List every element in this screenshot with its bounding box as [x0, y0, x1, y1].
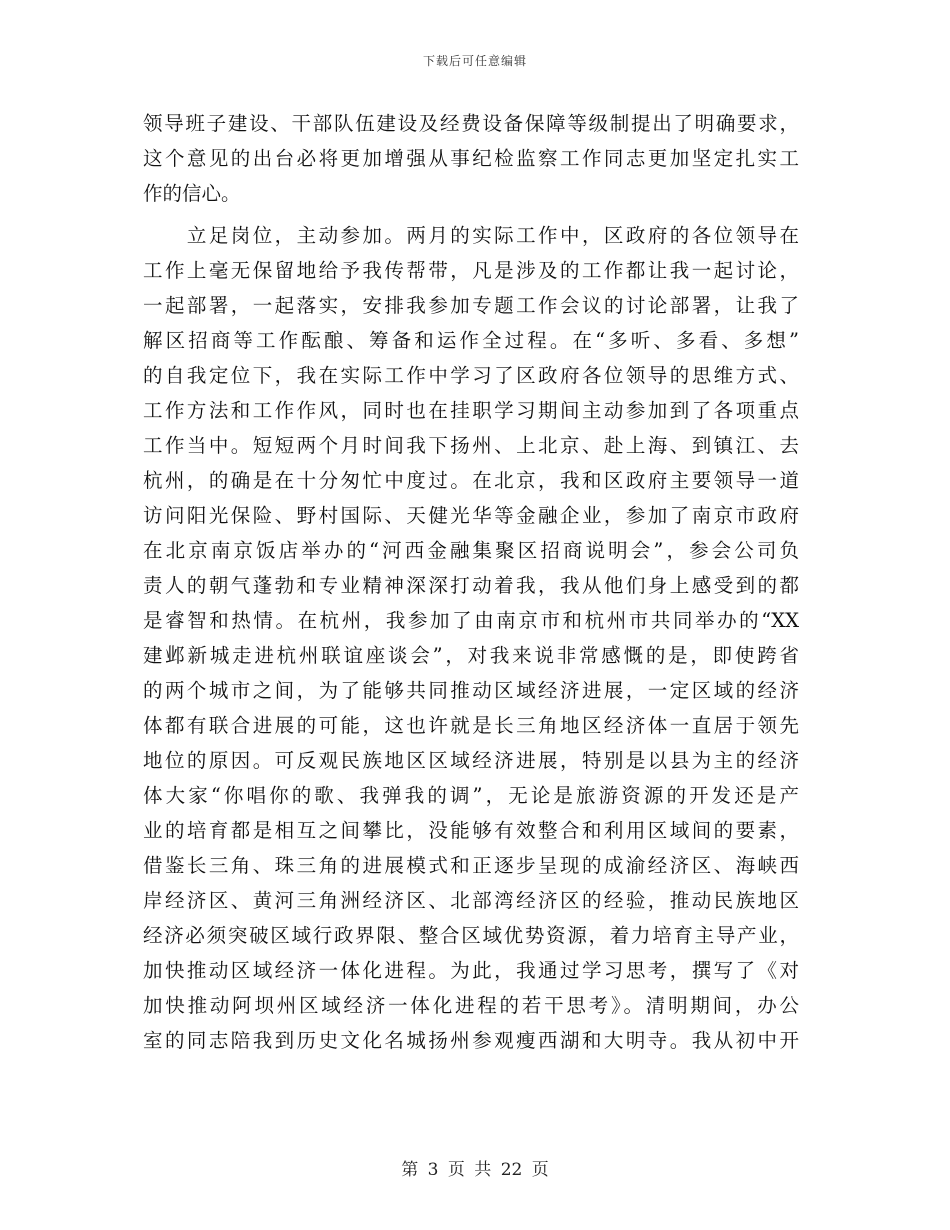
text-line: 责人的朝气蓬勃和专业精神深深打动着我，我从他们身上感受到的都: [143, 574, 799, 597]
text-line: 加快推动区域经济一体化进程。为此，我通过学习思考，撰写了《对: [143, 959, 799, 982]
text-line: 业的培育都是相互之间攀比，没能够有效整合和利用区域间的要素，: [143, 819, 799, 842]
text-line: 经济必须突破区域行政界限、整合区域优势资源，着力培育主导产业，: [143, 924, 799, 947]
text-line: 解区招商等工作酝酿、筹备和运作全过程。在“多听、多看、多想”: [143, 329, 799, 352]
text-line: 作的信心。: [143, 182, 241, 205]
text-line: 访问阳光保险、野村国际、天健光华等金融企业，参加了南京市政府: [143, 504, 799, 527]
text-line: 在北京南京饭店举办的“河西金融集聚区招商说明会”，参会公司负: [143, 539, 799, 562]
text-line: 工作当中。短短两个月时间我下扬州、上北京、赴上海、到镇江、去: [143, 434, 799, 457]
paragraph-2: [143, 218, 799, 1058]
document-body: [143, 106, 799, 1058]
text-line: 体大家“你唱你的歌、我弹我的调”，无论是旅游资源的开发还是产: [143, 784, 799, 807]
text-line: 体都有联合进展的可能，这也许就是长三角地区经济体一直居于领先: [143, 714, 799, 737]
text-line: 杭州，的确是在十分匆忙中度过。在北京，我和区政府主要领导一道: [143, 469, 799, 492]
text-line: 的两个城市之间，为了能够共同推动区域经济进展，一定区域的经济: [143, 679, 799, 702]
text-line: 工作上毫无保留地给予我传帮带，凡是涉及的工作都让我一起讨论，: [143, 259, 799, 282]
text-line: 建邺新城走进杭州联谊座谈会”，对我来说非常感慨的是，即使跨省: [143, 644, 799, 667]
text-line: 立足岗位，主动参加。两月的实际工作中，区政府的各位领导在: [143, 224, 799, 247]
page-number: 第 3 页 共 22 页: [401, 1160, 549, 1180]
text-line: 的自我定位下，我在实际工作中学习了区政府各位领导的思维方式、: [143, 364, 799, 387]
text-line: 工作方法和工作作风，同时也在挂职学习期间主动参加到了各项重点: [143, 399, 799, 422]
paragraph-1: [143, 106, 799, 211]
page-header-note: 下载后可任意编辑: [422, 54, 527, 68]
text-line: 领导班子建设、干部队伍建设及经费设备保障等级制提出了明确要求，: [143, 112, 799, 135]
text-line: 岸经济区、黄河三角洲经济区、北部湾经济区的经验，推动民族地区: [143, 889, 799, 912]
text-line: 借鉴长三角、珠三角的进展模式和正逐步呈现的成渝经济区、海峡西: [143, 854, 799, 877]
text-line: 是睿智和热情。在杭州，我参加了由南京市和杭州市共同举办的“XX: [143, 609, 799, 632]
text-line: 加快推动阿坝州区域经济一体化进程的若干思考》。清明期间，办公: [143, 994, 799, 1017]
text-line: 室的同志陪我到历史文化名城扬州参观瘦西湖和大明寺。我从初中开: [143, 1029, 799, 1052]
text-line: 地位的原因。可反观民族地区区域经济进展，特别是以县为主的经济: [143, 749, 799, 772]
text-line: 这个意见的出台必将更加增强从事纪检监察工作同志更加坚定扎实工: [143, 147, 799, 170]
text-line: 一起部署，一起落实，安排我参加专题工作会议的讨论部署，让我了: [143, 294, 799, 317]
